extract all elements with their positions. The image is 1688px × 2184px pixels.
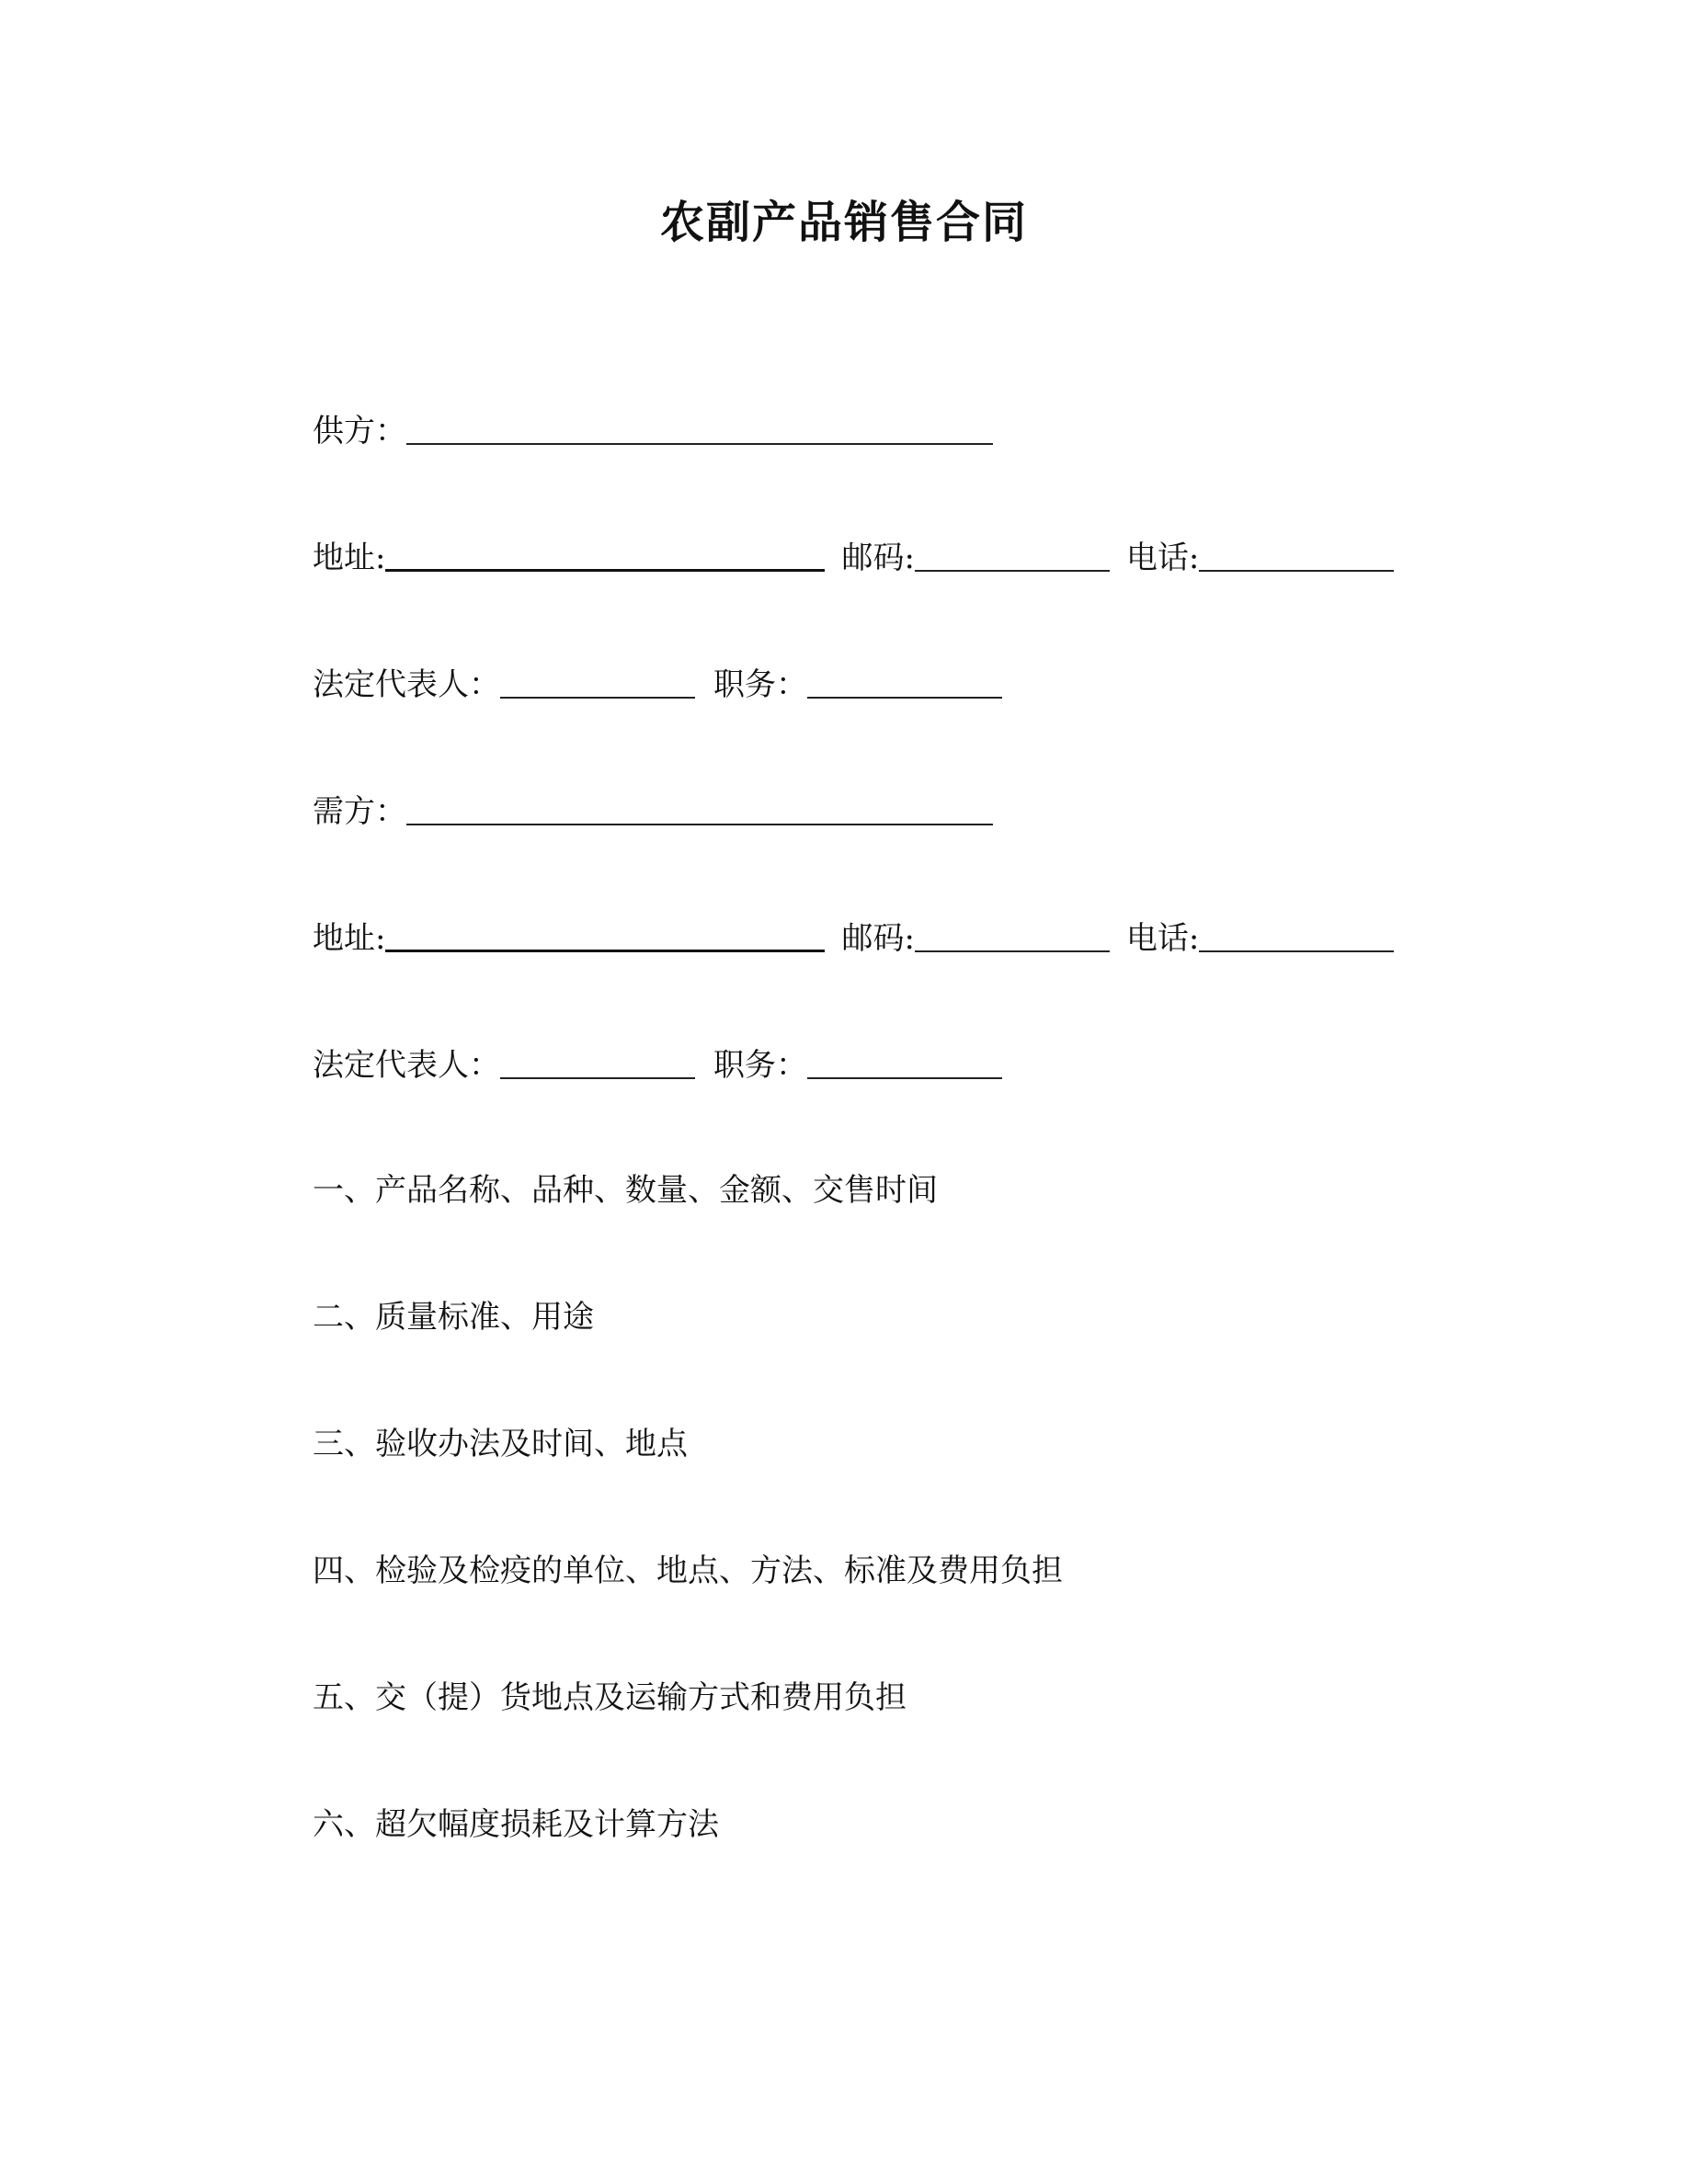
- supplier-phone-label: 电话:: [1125, 540, 1200, 576]
- supplier-position-field[interactable]: [807, 693, 1002, 699]
- buyer-postcode-field[interactable]: [915, 947, 1110, 952]
- supplier-position-label: 职务：: [713, 666, 807, 703]
- supplier-legal-rep-row: [313, 658, 1002, 706]
- supplier-label: 供方：: [313, 413, 406, 449]
- section-heading-1: 一、产品名称、品种、数量、金额、交售时间: [313, 1172, 938, 1209]
- buyer-phone-label: 电话:: [1125, 920, 1200, 957]
- section-heading-4: 四、检验及检疫的单位、地点、方法、标准及费用负担: [313, 1553, 1063, 1589]
- buyer-row: [313, 785, 993, 833]
- buyer-position-field[interactable]: [807, 1074, 1002, 1079]
- buyer-name-field[interactable]: [406, 820, 993, 825]
- buyer-legal-rep-label: 法定代表人：: [313, 1047, 500, 1084]
- buyer-legal-rep-row: [313, 1039, 1002, 1086]
- buyer-position-label: 职务：: [713, 1047, 807, 1084]
- supplier-row: [313, 404, 993, 452]
- buyer-postcode-label: 邮码:: [841, 920, 915, 957]
- buyer-label: 需方：: [313, 793, 406, 830]
- buyer-address-row: [313, 912, 1394, 960]
- supplier-name-field[interactable]: [406, 439, 993, 445]
- supplier-postcode-label: 邮码:: [841, 540, 915, 576]
- section-heading-6: 六、超欠幅度损耗及计算方法: [313, 1806, 719, 1843]
- document-title: 农副产品销售合同: [659, 197, 1028, 248]
- buyer-address-label: 地址:: [313, 920, 386, 957]
- supplier-phone-field[interactable]: [1199, 566, 1394, 572]
- supplier-address-row: [313, 531, 1394, 579]
- buyer-address-field[interactable]: [385, 946, 825, 952]
- buyer-phone-field[interactable]: [1199, 947, 1394, 952]
- supplier-legal-rep-label: 法定代表人：: [313, 666, 500, 703]
- supplier-address-field[interactable]: [385, 565, 825, 572]
- supplier-legal-rep-field[interactable]: [500, 693, 695, 699]
- section-heading-3: 三、验收办法及时间、地点: [313, 1426, 688, 1462]
- supplier-postcode-field[interactable]: [915, 566, 1110, 572]
- section-heading-5: 五、交（提）货地点及运输方式和费用负担: [313, 1679, 907, 1716]
- section-heading-2: 二、质量标准、用途: [313, 1299, 594, 1336]
- supplier-address-label: 地址:: [313, 540, 386, 576]
- buyer-legal-rep-field[interactable]: [500, 1074, 695, 1079]
